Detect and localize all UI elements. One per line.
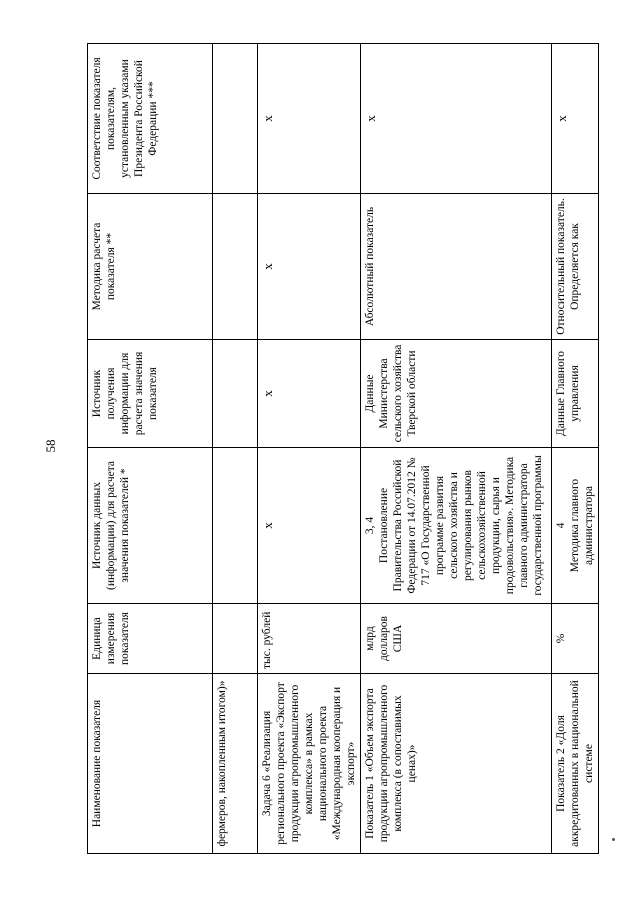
header-unit: Единица измерения показателя	[88, 604, 213, 674]
cell-name: фермеров, накопленным итогом)»	[213, 674, 258, 854]
table-header-row	[88, 44, 213, 854]
cell-source-info	[213, 340, 258, 448]
cell-compliance: х	[361, 44, 552, 194]
indicators-table	[87, 43, 599, 854]
cell-source-data	[361, 448, 552, 604]
cell-source-ref: 4	[555, 522, 568, 529]
cell-method: Относительный показатель. Определяется как	[552, 194, 599, 340]
cell-source-data	[552, 448, 599, 604]
table-row	[258, 44, 361, 854]
cell-method	[213, 194, 258, 340]
header-method: Методика расчета показателя **	[88, 194, 213, 340]
cell-source-data: х	[258, 448, 361, 604]
cell-source-text: Методика главного администратора	[569, 478, 596, 573]
header-compliance: Соответствие показателя показателям, установленным указами Президента Российской Федерации ***	[88, 44, 213, 194]
cell-compliance	[213, 44, 258, 194]
table-row	[552, 44, 599, 854]
scan-speck	[612, 838, 615, 841]
header-source-data: Источник данных (информации) для расчета значения показателей *	[88, 448, 213, 604]
header-source-info: Источник получения информации для расчета значения показателя	[88, 340, 213, 448]
header-name: Наименование показателя	[88, 674, 213, 854]
cell-unit: млрд долларов США	[361, 604, 552, 674]
cell-name: Показатель 1 «Объем экспорта продукции агропромышленного комплекса (в сопоставимых ценах)»	[361, 674, 552, 854]
cell-unit: %	[552, 604, 599, 674]
cell-source-data	[213, 448, 258, 604]
cell-compliance: х	[258, 44, 361, 194]
cell-source-info: Данные Главного управления	[552, 340, 599, 448]
cell-method: Абсолютный показатель	[361, 194, 552, 340]
table-row	[361, 44, 552, 854]
cell-source-info: Данные Министерства сельского хозяйства Тверской области	[361, 340, 552, 448]
cell-name: Показатель 2 «Доля аккредитованных в национальной системе	[552, 674, 599, 854]
cell-source-info: х	[258, 340, 361, 448]
page-number: 58	[43, 439, 58, 453]
cell-unit	[213, 604, 258, 674]
cell-compliance: х	[552, 44, 599, 194]
cell-unit: тыс. рублей	[258, 604, 361, 674]
rotated-table-container	[87, 44, 596, 854]
cell-source-ref: 3, 4	[364, 516, 377, 535]
cell-method: х	[258, 194, 361, 340]
cell-name: Задача 6 «Реализация регионального проекта «Экспорт продукции агропромышленного комплекса» в рамках национального проекта «Международная кооперация и экспорт»	[258, 674, 361, 854]
table-row	[213, 44, 258, 854]
cell-source-text: Постановление Правительства Российской Федерации от 14.07.2012 № 717 «О Государственной программе развития сельского хозяйства и регулирования рынков сельскохозяйственной продукции, сырья и продовольствия». Методика главного администратора государственной программы	[378, 455, 545, 596]
